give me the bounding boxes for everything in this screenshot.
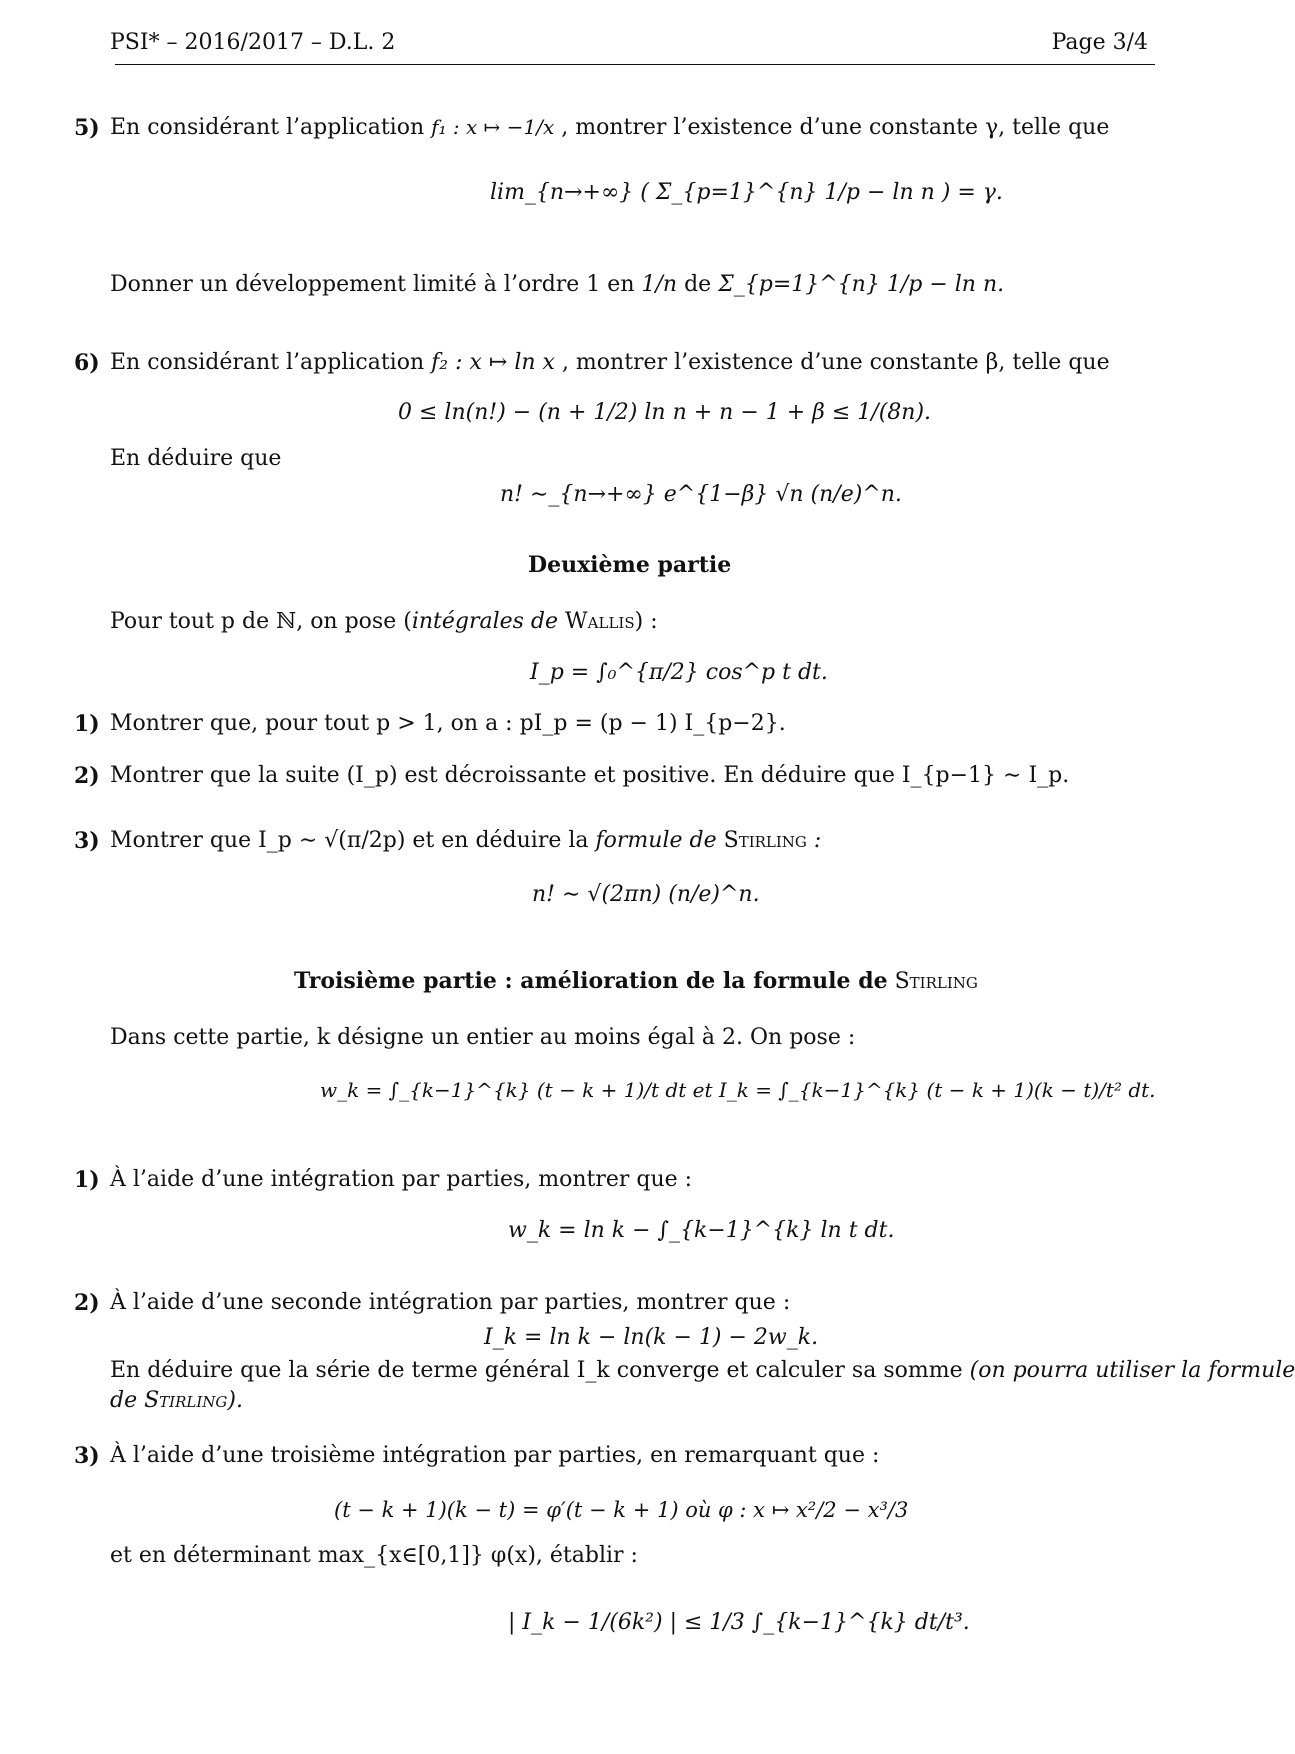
part3-q3-number: 3) — [74, 1443, 100, 1469]
part2-q3-number: 3) — [74, 828, 100, 854]
header-page-number: Page 3/4 — [1051, 30, 1148, 55]
part2-intro: Pour tout p de ℕ, on pose (intégrales de Wallis) : — [110, 609, 658, 634]
q6-deduce: En déduire que — [110, 446, 282, 471]
part3-q1-text: À l’aide d’une intégration par parties, montrer que : — [110, 1167, 693, 1192]
part2-q1-text: Montrer que, pour tout p > 1, on a : pI_p = (p − 1) I_{p−2}. — [110, 711, 786, 736]
part2-title: Deuxième partie — [528, 552, 732, 578]
part2-q3-text: Montrer que I_p ∼ √(π/2p) et en déduire la formule de Stirling : — [110, 828, 822, 853]
part3-q3-bound: | I_k − 1/(6k²) | ≤ 1/3 ∫_{k−1}^{k} dt/t³. — [508, 1610, 970, 1635]
q5-number: 5) — [74, 115, 100, 141]
part3-q2-number: 2) — [74, 1290, 100, 1316]
part2-q2-text: Montrer que la suite (I_p) est décroissante et positive. En déduire que I_{p−1} ∼ I_p. — [110, 763, 1070, 788]
part3-q2-text: À l’aide d’une seconde intégration par parties, montrer que : — [110, 1290, 791, 1315]
stirling-formula: n! ∼ √(2πn) (n/e)^n. — [532, 882, 760, 907]
part3-q3-phi-equation: (t − k + 1)(k − t) = φ′(t − k + 1) où φ : x ↦ x²/2 − x³/3 — [334, 1498, 909, 1522]
q6-number: 6) — [74, 350, 100, 376]
header-left: PSI* – 2016/2017 – D.L. 2 — [110, 30, 396, 55]
q5-dl-line: Donner un développement limité à l’ordre 1 en 1/n de Σ_{p=1}^{n} 1/p − ln n. — [110, 272, 1005, 297]
q5-limit-equation: lim_{n→+∞} ( Σ_{p=1}^{n} 1/p − ln n ) = γ. — [490, 180, 1003, 205]
part3-q3-text: À l’aide d’une troisième intégration par parties, en remarquant que : — [110, 1443, 880, 1468]
header-rule — [115, 64, 1155, 65]
part3-q3-max-line: et en déterminant max_{x∈[0,1]} φ(x), établir : — [110, 1543, 638, 1568]
part2-q2-number: 2) — [74, 763, 100, 789]
q5-f1: f₁ : x ↦ −1/x — [431, 115, 555, 139]
part3-title: Troisième partie : amélioration de la formule de Stirling — [294, 968, 978, 994]
part3-intro: Dans cette partie, k désigne un entier au moins égal à 2. On pose : — [110, 1025, 856, 1050]
part3-definitions: w_k = ∫_{k−1}^{k} (t − k + 1)/t dt et I_k = ∫_{k−1}^{k} (t − k + 1)(k − t)/t² dt. — [320, 1078, 1156, 1102]
part3-q2-deduce: En déduire que la série de terme général I_k converge et calculer sa somme (on pourra utiliser la formule — [110, 1358, 1295, 1383]
wallis-definition: I_p = ∫₀^{π/2} cos^p t dt. — [530, 660, 828, 685]
part3-q1-equation: w_k = ln k − ∫_{k−1}^{k} ln t dt. — [508, 1218, 895, 1243]
q6-equivalent: n! ∼_{n→+∞} e^{1−β} √n (n/e)^n. — [500, 482, 902, 507]
part3-q2-equation: I_k = ln k − ln(k − 1) − 2w_k. — [484, 1325, 819, 1350]
part2-q1-number: 1) — [74, 711, 100, 737]
part3-q2-deduce-cont: de Stirling). — [110, 1388, 243, 1413]
q6-inequality: 0 ≤ ln(n!) − (n + 1/2) ln n + n − 1 + β ≤ 1/(8n). — [398, 400, 932, 425]
part3-q1-number: 1) — [74, 1167, 100, 1193]
q6-text: En considérant l’application f₂ : x ↦ ln x , montrer l’existence d’une constante β, telle que — [110, 350, 1110, 375]
q5-text: En considérant l’application f₁ : x ↦ −1/x , montrer l’existence d’une constante γ, telle que — [110, 115, 1110, 140]
